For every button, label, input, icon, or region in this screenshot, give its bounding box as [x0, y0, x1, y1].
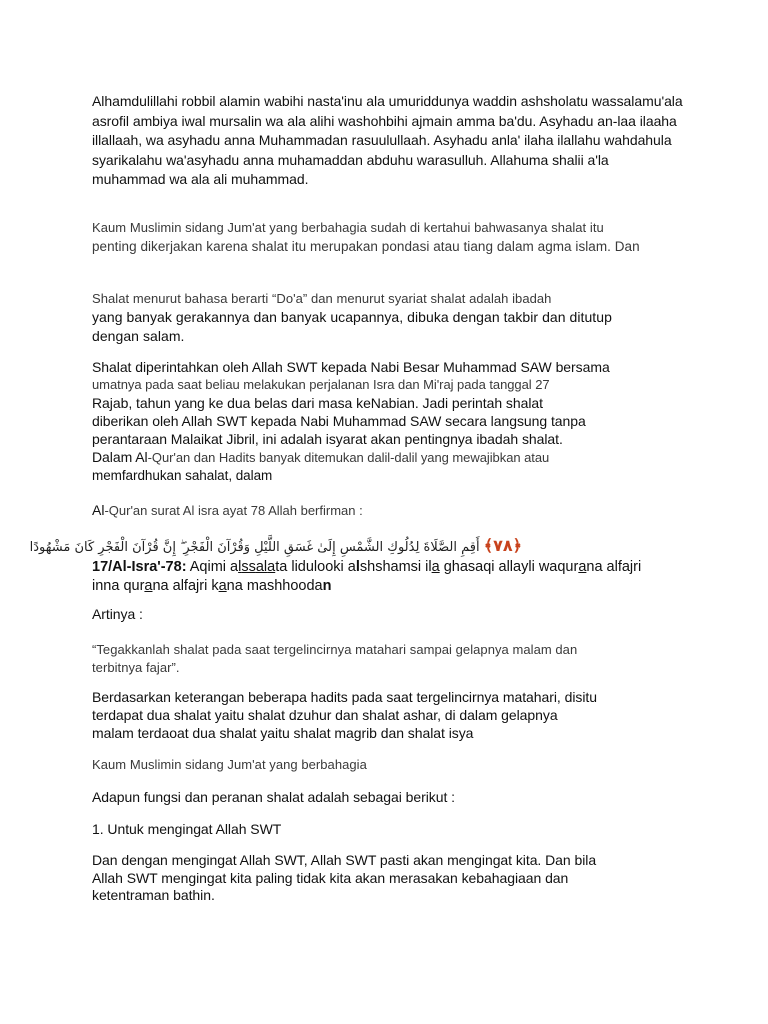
- surat-reference-line: [92, 501, 363, 520]
- text-line: umatnya pada saat beliau melakukan perjalanan Isra dan Mi'raj pada tanggal 27: [92, 377, 550, 392]
- text-line: malam terdaoat dua shalat yaitu shalat magrib dan shalat isya: [92, 725, 474, 741]
- arabic-verse-text: أَقِمِ الصَّلَاةَ لِدُلُوكِ الشَّمْسِ إِلَىٰ غَسَقِ اللَّيْلِ وَقُرْآنَ الْفَجْرِ ۖ إِنَّ قُرْآنَ الْفَجْرِ كَانَ مَشْهُودًا: [29, 540, 480, 555]
- al-prefix: Al: [92, 502, 105, 518]
- text-line: dengan salam.: [92, 328, 185, 344]
- verse-reference: 17/Al-Isra'-78:: [92, 559, 187, 575]
- text-line: syarikalahu wa'asyhadu anna muhamaddan abduhu warasulluh. Allahuma shalii a'la: [92, 151, 609, 168]
- text-line: terbitnya fajar”.: [92, 660, 180, 675]
- arabic-verse: [29, 534, 522, 558]
- shalat-definition-paragraph: [92, 289, 612, 346]
- text-line: perantaraan Malaikat Jibril, ini adalah isyarat akan pentingnya ibadah shalat.: [92, 431, 563, 447]
- terjemah-paragraph: [92, 641, 577, 677]
- text-line: memfardhukan sahalat, dalam: [92, 468, 273, 483]
- surat-text: -Qur'an surat Al isra ayat 78 Allah berfirman :: [104, 503, 363, 518]
- quran-hadits-text: -Qur'an dan Hadits banyak ditemukan dalil-dalil yang mewajibkan atau: [147, 450, 550, 465]
- verse-number-mark: ﴿٧٨﴾: [483, 536, 522, 555]
- transliteration-paragraph: [92, 558, 641, 596]
- text-line: Alhamdulillahi robbil alamin wabihi nasta'inu ala umuriddunya waddin ashsholatu wassalamu'ala: [92, 93, 683, 109]
- opening-paragraph: [92, 92, 683, 190]
- text-line: inna qurana alfajri kana mashhoodan: [92, 578, 332, 594]
- text-line: Allah SWT mengingat kita paling tidak kita akan merasakan kebahagiaan dan: [92, 869, 569, 886]
- kaum-intro-paragraph: [92, 218, 640, 256]
- text-line: muhammad wa ala ali muhammad.: [92, 171, 309, 187]
- text-line: Shalat menurut bahasa berarti “Do'a” dan menurut syariat shalat adalah ibadah: [92, 291, 552, 306]
- text-line: penting dikerjakan karena shalat itu merupakan pondasi atau tiang dalam agma islam. Dan: [92, 239, 640, 254]
- text-line: 17/Al-Isra'-78: Aqimi alssalata lidulooki alshshamsi ila ghasaqi allayli waqurana alfajri: [92, 559, 642, 575]
- text-line: Berdasarkan keterangan beberapa hadits pada saat tergelincirnya matahari, disitu: [92, 689, 597, 705]
- text-line: terdapat dua shalat yaitu shalat dzuhur dan shalat ashar, di dalam gelapnya: [92, 707, 558, 723]
- artinya-label: Artinya :: [92, 606, 143, 622]
- text-line: Dan dengan mengingat Allah SWT, Allah SWT pasti akan mengingat kita. Dan bila: [92, 852, 597, 868]
- text-line: Rajab, tahun yang ke dua belas dari masa keNabian. Jadi perintah shalat: [92, 395, 543, 411]
- text-line: “Tegakkanlah shalat pada saat tergelincirnya matahari sampai gelapnya malam dan: [92, 642, 578, 657]
- text-line: Shalat diperintahkan oleh Allah SWT kepada Nabi Besar Muhammad SAW bersama: [92, 359, 610, 375]
- dalam-al-text: Dalam Al: [92, 449, 148, 465]
- berdasarkan-paragraph: [92, 688, 597, 742]
- text-line: [92, 448, 610, 467]
- text-line: diberikan oleh Allah SWT kepada Nabi Muhammad SAW secara langsung tanpa: [92, 413, 586, 429]
- point-one-heading: 1. Untuk mengingat Allah SWT: [92, 821, 282, 837]
- text-line: ketentraman bathin.: [92, 887, 215, 903]
- text-line: asrofil ambiya iwal mursalin wa ala alihi washohbihi ajmain amma ba'du. Asyhadu an-laa ilaaha: [92, 112, 677, 129]
- shalat-perintah-paragraph: [92, 358, 610, 485]
- text-line: illallaah, wa asyhadu anna Muhammadan rasuulullaah. Asyhadu anla' ilaha ilallahu wahdahula: [92, 132, 672, 148]
- text-line: yang banyak gerakannya dan banyak ucapannya, dibuka dengan takbir dan ditutup: [92, 309, 612, 325]
- adapun-line: Adapun fungsi dan peranan shalat adalah sebagai berikut :: [92, 789, 455, 805]
- kaum-muslimin-line: Kaum Muslimin sidang Jum'at yang berbahagia: [92, 757, 367, 772]
- text-line: Kaum Muslimin sidang Jum'at yang berbahagia sudah di kertahui bahwasanya shalat itu: [92, 220, 604, 235]
- dan-dengan-paragraph: [92, 852, 596, 905]
